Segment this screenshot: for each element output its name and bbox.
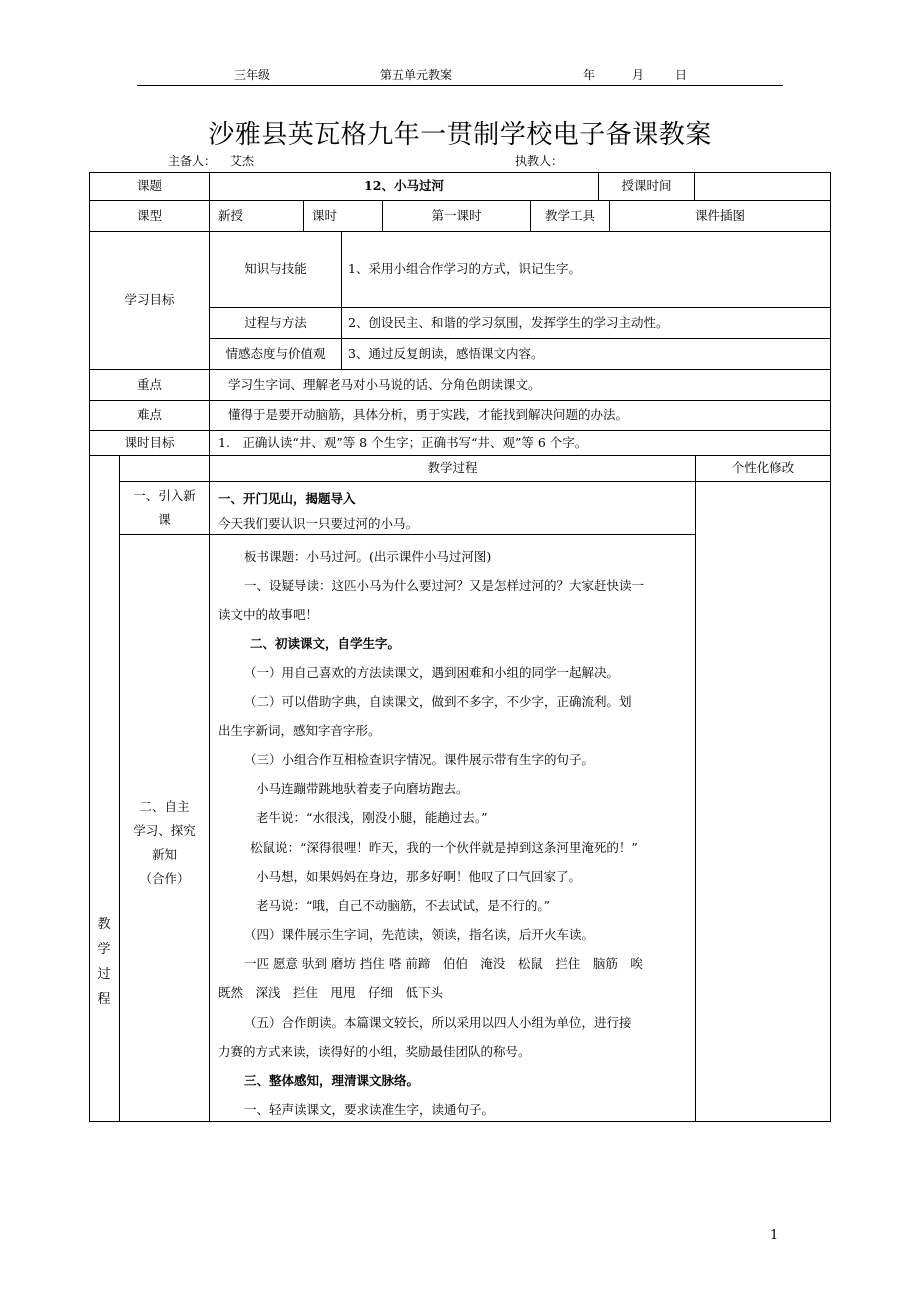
period-goal-text: 1. 正确认读“井、观”等 8 个生字；正确书写“井、观”等 6 个字。 <box>218 434 588 450</box>
paragraph: 一匹 愿意 驮到 磨坊 挡住 嗒 前蹄 伯伯 淹没 松鼠 拦住 脑筋 唉 <box>244 956 643 971</box>
section-heading: 二、初读课文，自学生字。 <box>250 636 401 651</box>
header-unit: 第五单元教案 <box>380 68 453 82</box>
preparer-label: 主备人： <box>168 154 217 168</box>
paragraph: 小马连蹦带跳地驮着麦子向磨坊跑去。 <box>256 781 469 796</box>
key-text: 学习生字词、理解老马对小马说的话、分角色朗读课文。 <box>228 376 541 392</box>
paragraph: 板书课题：小马过河。(出示课件小马过河图) <box>244 549 492 564</box>
paragraph: （四）课件展示生字词，先范读，领读，指名读，后开火车读。 <box>244 927 595 942</box>
section-heading: 一、开门见山，揭题导入 <box>218 491 356 506</box>
difficulty-text: 懂得于是要开动脑筋，具体分析，勇于实践，才能找到解决问题的办法。 <box>228 407 629 423</box>
class-time-label: 授课时间 <box>621 178 672 194</box>
paragraph: 一、轻声读课文，要求读准生字，读通句子。 <box>244 1102 495 1117</box>
paragraph: 读文中的故事吧！ <box>218 607 319 622</box>
type-value: 新授 <box>218 207 244 223</box>
paragraph: （一）用自己喜欢的方法读课文，遇到困难和小组的同学一起解决。 <box>244 665 620 680</box>
period-label: 课时 <box>312 207 338 223</box>
period-value: 第一课时 <box>431 207 482 223</box>
modify-header: 个性化修改 <box>731 460 795 476</box>
section-heading: 三、整体感知，理清课文脉络。 <box>244 1073 420 1088</box>
document-title: 沙雅县英瓦格九年一贯制学校电子备课教案 <box>208 120 712 150</box>
paragraph: 既然 深浅 拦住 甩甩 仔细 低下头 <box>218 985 444 1000</box>
knowledge-label: 知识与技能 <box>244 261 307 277</box>
header-rule <box>137 85 783 86</box>
paragraph: 松鼠说：“深得很哩！昨天，我的一个伙伴就是掉到这条河里淹死的！” <box>250 840 638 855</box>
page-number: 1 <box>770 1228 779 1243</box>
process-method-label: 过程与方法 <box>244 314 307 330</box>
emotion-label: 情感态度与价值观 <box>225 345 326 361</box>
paragraph: 老马说：“哦，自己不动脑筋，不去试试，是不行的。” <box>256 898 551 913</box>
paragraph: 一、设疑导读：这匹小马为什么要过河？又是怎样过河的？大家赶快读一 <box>244 578 645 593</box>
paragraph: （三）小组合作互相检查识字情况。课件展示带有生字的句子。 <box>244 752 595 767</box>
emotion-text: 3、通过反复朗读，感悟课文内容。 <box>348 345 544 361</box>
key-label: 重点 <box>136 376 162 392</box>
stage-2-label: 二、自主 学习、探究 新知 （合作） <box>133 799 196 886</box>
preparer-name: 艾杰 <box>230 154 255 168</box>
header-day: 日 <box>675 68 688 82</box>
paragraph: （五）合作朗读。本篇课文较长，所以采用以四人小组为单位，进行接 <box>244 1015 632 1030</box>
class-time-value[interactable] <box>695 173 830 200</box>
paragraph: 小马想，如果妈妈在身边，那多好啊！他叹了口气回家了。 <box>256 869 582 884</box>
paragraph: 今天我们要认识一只要过河的小马。 <box>218 516 419 531</box>
paragraph: 老牛说：“水很浅，刚没小腿，能趟过去。” <box>256 810 488 825</box>
period-goal-label: 课时目标 <box>124 434 175 450</box>
paragraph: 出生字新词，感知字音字形。 <box>218 723 381 738</box>
stage-1-label: 一、引入新 课 <box>133 488 196 527</box>
process-header: 教学过程 <box>427 460 478 476</box>
process-method-text: 2、创设民主、和谐的学习氛围，发挥学生的学习主动性。 <box>348 314 669 330</box>
paragraph: 力赛的方式来读，读得好的小组，奖励最佳团队的称号。 <box>218 1044 531 1059</box>
difficulty-label: 难点 <box>136 407 162 423</box>
tool-label: 教学工具 <box>544 207 595 223</box>
header-month: 月 <box>632 68 645 82</box>
knowledge-text: 1、采用小组合作学习的方式，识记生字。 <box>348 261 581 277</box>
topic-label: 课题 <box>136 178 162 194</box>
paragraph: （二）可以借助字典，自读课文，做到不多字，不少字，正确流利。划 <box>244 694 632 709</box>
type-label: 课型 <box>136 207 162 223</box>
goals-label: 学习目标 <box>124 292 175 308</box>
topic-value: 12、小马过河 <box>364 178 444 194</box>
teacher-label: 执教人： <box>515 154 564 168</box>
tool-value: 课件插图 <box>694 207 745 223</box>
header-year: 年 <box>583 68 596 82</box>
side-label: 教 学 过 程 <box>97 917 111 1007</box>
header-grade: 三年级 <box>234 68 271 82</box>
